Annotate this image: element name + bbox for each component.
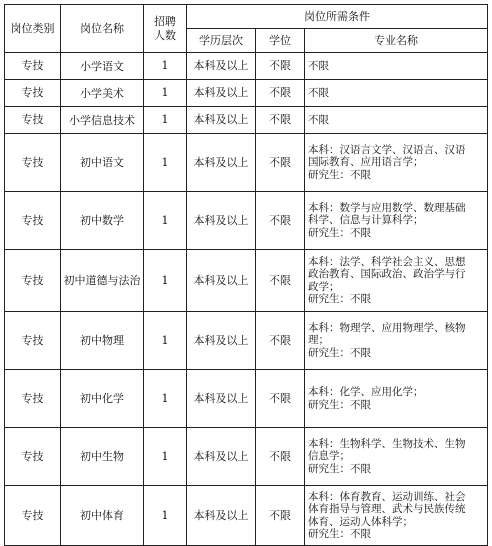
cell-major — [305, 53, 488, 80]
header-degree: 学位 — [256, 29, 305, 53]
header-conditions: 岗位所需条件 — [187, 5, 488, 29]
cell-count: 1 — [144, 312, 187, 370]
major-line: 体育指导与管理、武术与民族传统 — [308, 503, 466, 516]
cell-category: 专技 — [5, 250, 61, 312]
major-line: 研究生：不限 — [308, 398, 371, 411]
cell-education: 本科及以上 — [187, 428, 256, 486]
cell-category: 专技 — [5, 134, 61, 192]
cell-category: 专技 — [5, 312, 61, 370]
cell-education: 本科及以上 — [187, 486, 256, 546]
cell-position: 初中道德与法治 — [61, 250, 144, 312]
major-line: 研究生：不限 — [308, 292, 371, 305]
cell-category: 专技 — [5, 428, 61, 486]
recruitment-table — [4, 4, 488, 546]
major-line: 不限 — [308, 87, 329, 100]
table-body — [5, 53, 488, 546]
table-row — [5, 370, 488, 428]
cell-major — [305, 428, 488, 486]
major-line: 研究生：不限 — [308, 226, 371, 239]
cell-degree: 不限 — [256, 370, 305, 428]
cell-education: 本科及以上 — [187, 53, 256, 80]
cell-category: 专技 — [5, 370, 61, 428]
cell-degree: 不限 — [256, 134, 305, 192]
table-row — [5, 428, 488, 486]
cell-degree: 不限 — [256, 80, 305, 107]
major-line: 政治教育、国际政治、政治学与行 — [308, 268, 466, 281]
header-category: 岗位类别 — [5, 5, 61, 53]
cell-count: 1 — [144, 486, 187, 546]
cell-category: 专技 — [5, 107, 61, 134]
cell-education: 本科及以上 — [187, 370, 256, 428]
cell-category: 专技 — [5, 192, 61, 250]
cell-category: 专技 — [5, 53, 61, 80]
table-row — [5, 53, 488, 80]
cell-count: 1 — [144, 370, 187, 428]
table-row — [5, 486, 488, 546]
table-row — [5, 107, 488, 134]
major-line: 体育、运动人体科学； — [308, 515, 413, 528]
cell-position: 初中化学 — [61, 370, 144, 428]
recruitment-table-document — [4, 4, 488, 546]
cell-major — [305, 486, 488, 546]
table-row — [5, 192, 488, 250]
cell-education: 本科及以上 — [187, 192, 256, 250]
cell-position: 小学信息技术 — [61, 107, 144, 134]
cell-major — [305, 312, 488, 370]
cell-count: 1 — [144, 250, 187, 312]
cell-major — [305, 80, 488, 107]
cell-major — [305, 250, 488, 312]
cell-degree: 不限 — [256, 486, 305, 546]
major-line: 研究生：不限 — [308, 527, 371, 540]
cell-position: 小学美术 — [61, 80, 144, 107]
cell-education: 本科及以上 — [187, 80, 256, 107]
major-line: 本科：法学、科学社会主义、思想 — [308, 255, 466, 268]
header-count: 招聘人数 — [144, 5, 187, 53]
cell-position: 初中物理 — [61, 312, 144, 370]
cell-education: 本科及以上 — [187, 312, 256, 370]
cell-position: 小学语文 — [61, 53, 144, 80]
major-line: 本科：生物科学、生物技术、生物 — [308, 437, 466, 450]
cell-position: 初中生物 — [61, 428, 144, 486]
major-line: 不限 — [308, 60, 329, 73]
cell-count: 1 — [144, 53, 187, 80]
major-line: 本科：汉语言文学、汉语言、汉语 — [308, 143, 466, 156]
cell-count: 1 — [144, 80, 187, 107]
cell-major — [305, 192, 488, 250]
major-line: 政学； — [308, 280, 340, 293]
cell-degree: 不限 — [256, 107, 305, 134]
major-line: 本科：体育教育、运动训练、社会 — [308, 490, 466, 503]
major-line: 不限 — [308, 114, 329, 127]
header-position: 岗位名称 — [61, 5, 144, 53]
cell-degree: 不限 — [256, 53, 305, 80]
cell-major — [305, 134, 488, 192]
table-row — [5, 80, 488, 107]
major-line: 本科：化学、应用化学； — [308, 386, 424, 399]
major-line: 理； — [308, 334, 329, 347]
major-line: 国际教育、应用语言学； — [308, 156, 424, 169]
cell-degree: 不限 — [256, 250, 305, 312]
major-line: 本科：物理学、应用物理学、核物 — [308, 321, 466, 334]
cell-count: 1 — [144, 107, 187, 134]
cell-degree: 不限 — [256, 312, 305, 370]
major-line: 科学、信息与计算科学； — [308, 214, 424, 227]
cell-position: 初中数学 — [61, 192, 144, 250]
major-line: 本科：数学与应用数学、数理基础 — [308, 201, 466, 214]
cell-education: 本科及以上 — [187, 107, 256, 134]
cell-education: 本科及以上 — [187, 250, 256, 312]
cell-position: 初中体育 — [61, 486, 144, 546]
table-row — [5, 134, 488, 192]
cell-major — [305, 370, 488, 428]
cell-degree: 不限 — [256, 192, 305, 250]
cell-education: 本科及以上 — [187, 134, 256, 192]
cell-count: 1 — [144, 428, 187, 486]
cell-category: 专技 — [5, 486, 61, 546]
table-row — [5, 250, 488, 312]
cell-degree: 不限 — [256, 428, 305, 486]
cell-count: 1 — [144, 192, 187, 250]
cell-major — [305, 107, 488, 134]
major-line: 信息学； — [308, 450, 350, 463]
cell-category: 专技 — [5, 80, 61, 107]
major-line: 研究生：不限 — [308, 168, 371, 181]
cell-position: 初中语文 — [61, 134, 144, 192]
major-line: 研究生：不限 — [308, 346, 371, 359]
major-line: 研究生：不限 — [308, 462, 371, 475]
cell-count: 1 — [144, 134, 187, 192]
header-major: 专业名称 — [305, 29, 488, 53]
table-row — [5, 312, 488, 370]
header-education: 学历层次 — [187, 29, 256, 53]
